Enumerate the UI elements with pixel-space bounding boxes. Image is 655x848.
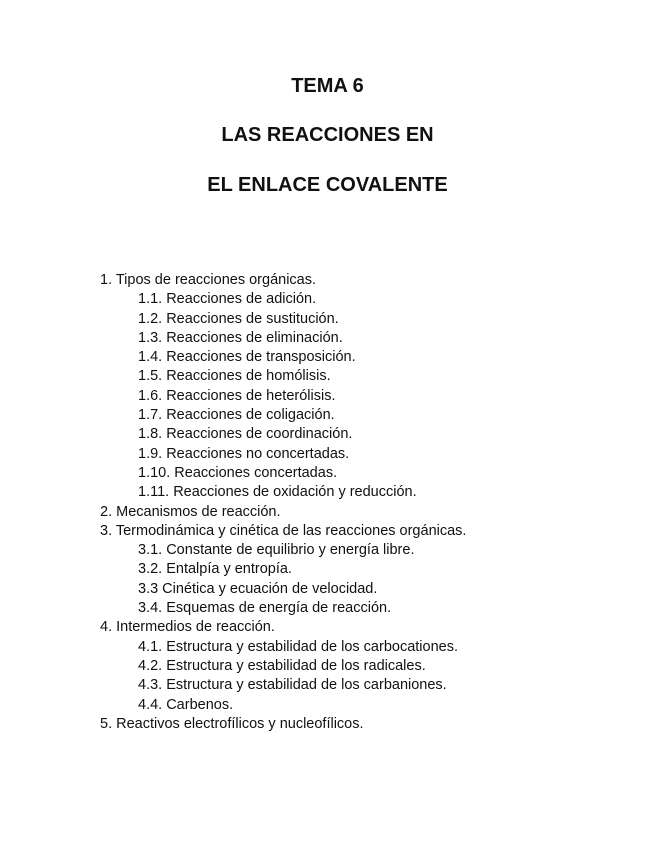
- toc-subitem: 4.3. Estructura y estabilidad de los carbaniones.: [138, 677, 447, 694]
- toc-item: 4. Intermedios de reacción.: [100, 619, 275, 636]
- toc-subitem: 3.2. Entalpía y entropía.: [138, 561, 292, 578]
- toc-subitem: 1.1. Reacciones de adición.: [138, 291, 317, 308]
- toc-subitem: 3.3 Cinética y ecuación de velocidad.: [138, 580, 378, 597]
- table-of-contents: [100, 271, 466, 734]
- toc-subitem: 1.4. Reacciones de transposición.: [138, 349, 356, 366]
- toc-subitem: 4.2. Estructura y estabilidad de los radicales.: [138, 657, 426, 674]
- toc-subitem: 3.4. Esquemas de energía de reacción.: [138, 600, 392, 617]
- toc-subitem: 1.2. Reacciones de sustitución.: [138, 310, 339, 327]
- toc-subitem: 1.9. Reacciones no concertadas.: [138, 445, 350, 462]
- toc-subitem: 3.1. Constante de equilibrio y energía libre.: [138, 542, 415, 559]
- toc-subitem: 4.4. Carbenos.: [138, 696, 234, 713]
- toc-subitem: 1.3. Reacciones de eliminación.: [138, 329, 343, 346]
- chapter-title-line-1: LAS REACCIONES EN: [221, 124, 434, 146]
- toc-item: 5. Reactivos electrofílicos y nucleofílicos.: [100, 715, 364, 732]
- toc-subitem: 1.10. Reacciones concertadas.: [138, 464, 338, 481]
- chapter-number: TEMA 6: [291, 75, 364, 97]
- toc-subitem: 1.6. Reacciones de heterólisis.: [138, 387, 336, 404]
- toc-subitem: 1.11. Reacciones de oxidación y reducción.: [138, 484, 417, 501]
- toc-subitem: 1.5. Reacciones de homólisis.: [138, 368, 331, 385]
- toc-subitem: 4.1. Estructura y estabilidad de los carbocationes.: [138, 638, 458, 655]
- toc-item: 1. Tipos de reacciones orgánicas.: [100, 272, 317, 288]
- toc-subitem: 1.8. Reacciones de coordinación.: [138, 426, 353, 443]
- toc-item: 2. Mecanismos de reacción.: [100, 503, 281, 520]
- toc-item: 3. Termodinámica y cinética de las reacciones orgánicas.: [100, 522, 467, 539]
- toc-subitem: 1.7. Reacciones de coligación.: [138, 407, 335, 424]
- chapter-title-line-2: EL ENLACE COVALENTE: [207, 174, 448, 196]
